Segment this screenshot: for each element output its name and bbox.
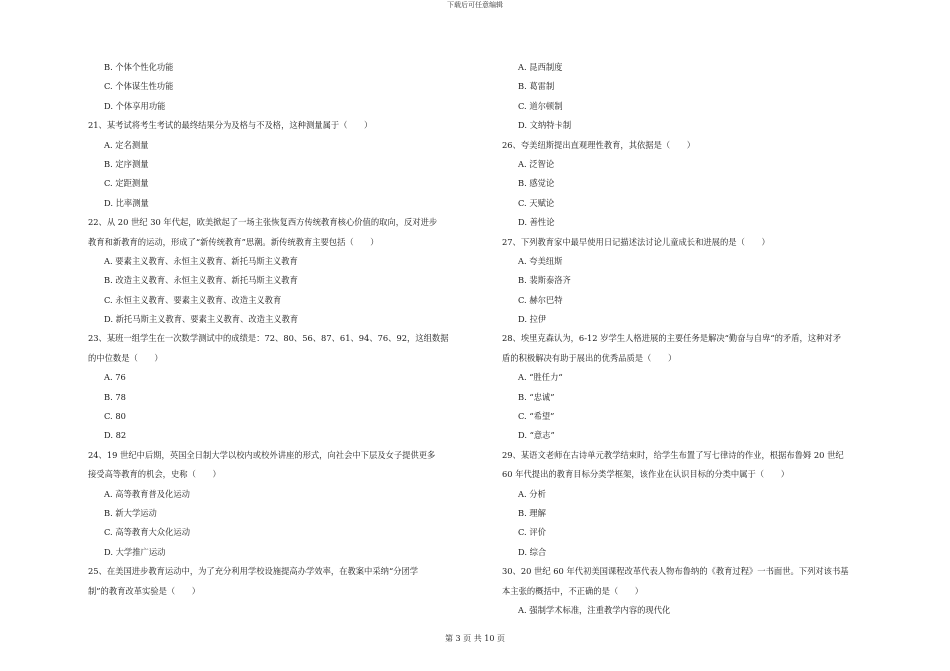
answer-option: C. 赫尔巴特 <box>518 294 563 305</box>
answer-option: C. 80 <box>104 411 126 422</box>
answer-option: A. 夸美纽斯 <box>518 255 563 266</box>
answer-option: B. 新大学运动 <box>104 507 157 518</box>
answer-option: C. 道尔顿制 <box>518 100 563 111</box>
answer-option: B. 感觉论 <box>518 178 555 189</box>
question-text: 教育和新教育的运动，形成了“新传统教育”思潮。新传统教育主要包括（ ） <box>88 236 379 247</box>
question-text: 27、下列教育家中最早使用日记描述法讨论儿童成长和进展的是（ ） <box>502 236 770 247</box>
question-text: 25、在美国进步教育运动中，为了充分利用学校设施提高办学效率，在教案中采纳“分团学 <box>88 566 419 577</box>
answer-option: B. 个体个性化功能 <box>104 62 174 72</box>
answer-option: B. 改造主义教育、永恒主义教育、新托马斯主义教育 <box>104 275 298 286</box>
page-footer: 第 3 页 共 10 页 <box>445 634 505 643</box>
answer-option: D. 拉伊 <box>518 314 547 325</box>
question-text: 26、夸美纽斯提出直观理性教育，其依据是（ ） <box>502 139 696 150</box>
answer-option: B. 理解 <box>518 507 546 518</box>
answer-option: B. 定序测量 <box>104 158 149 169</box>
answer-option: D. 个体享用功能 <box>104 100 166 111</box>
answer-option: D. 82 <box>104 430 127 441</box>
page-header: 下载后可任意编辑 <box>447 1 503 9</box>
answer-option: C. “希望” <box>518 411 555 422</box>
answer-option: B. 裴斯泰洛齐 <box>518 275 571 286</box>
question-text: 24、19 世纪中后期，英国全日制大学以校内或校外讲座的形式，向社会中下层及女子提供更多 <box>88 449 436 460</box>
answer-option: A. 昆西制度 <box>518 62 563 72</box>
question-text: 本主张的概括中，不正确的是（ ） <box>502 585 644 596</box>
question-text: 23、某班一组学生在一次数学测试中的成绩是：72、80、56、87、61、94、76、92，这组数据 <box>88 333 449 344</box>
answer-option: A. 定名测量 <box>104 139 149 150</box>
question-text: 21、某考试将考生考试的最终结果分为及格与不及格，这种测量属于（ ） <box>88 120 373 131</box>
answer-option: A. 要素主义教育、永恒主义教育、新托马斯主义教育 <box>104 255 298 266</box>
answer-option: B. “忠诚” <box>518 391 555 402</box>
question-text: 盾的积极解决有助于展出的优秀品质是（ ） <box>502 352 677 363</box>
question-text: 60 年代提出的教育目标分类学框架，该作业在认识目标的分类中属于（ ） <box>502 469 789 480</box>
answer-option: D. 比率测量 <box>104 197 149 208</box>
answer-option: D. 善性论 <box>518 217 555 228</box>
right-column <box>502 58 882 620</box>
answer-option: B. 78 <box>104 391 126 402</box>
answer-option: C. 天赋论 <box>518 197 555 208</box>
question-text: 28、埃里克森认为，6-12 岁学生人格进展的主要任务是解决“勤奋与自卑“的矛盾，这种对矛 <box>502 333 842 344</box>
question-text: 的中位数是（ ） <box>88 352 163 363</box>
left-column <box>88 58 496 601</box>
question-text: 30、20 世纪 60 年代初美国课程改革代表人物布鲁纳的《教育过程》一书面世。下列对该书基 <box>502 566 849 577</box>
answer-option: C. 永恒主义教育、要素主义教育、改造主义教育 <box>104 294 282 305</box>
answer-option: A. “胜任力“ <box>518 372 563 383</box>
question-text: 制”的教育改革实验是（ ） <box>88 585 201 596</box>
answer-option: D. 大学推广运动 <box>104 546 166 557</box>
answer-option: A. 强制学术标准，注重教学内容的现代化 <box>518 604 671 615</box>
answer-option: A. 泛智论 <box>518 158 555 169</box>
answer-option: D. 文纳特卡制 <box>518 120 572 131</box>
answer-option: A. 分析 <box>518 488 546 499</box>
answer-option: C. 高等教育大众化运动 <box>104 527 190 538</box>
question-text: 22、从 20 世纪 30 年代起，欧美掀起了一场主张恢复西方传统教育核心价值的取向，反对进步 <box>88 217 438 228</box>
answer-option: C. 定距测量 <box>104 178 149 189</box>
answer-option: D. 综合 <box>518 546 547 557</box>
answer-option: B. 葛雷制 <box>518 81 555 92</box>
answer-option: D. “意志” <box>518 430 555 441</box>
question-text: 29、某语文老师在古诗单元教学结束时，给学生布置了写七律诗的作业，根据布鲁姆 20 世纪 <box>502 449 844 460</box>
answer-option: A. 76 <box>104 372 126 383</box>
answer-option: D. 新托马斯主义教育、要素主义教育、改造主义教育 <box>104 314 299 325</box>
answer-option: C. 评价 <box>518 527 546 538</box>
question-text: 接受高等教育的机会，史称（ ） <box>88 469 221 480</box>
answer-option: A. 高等教育普及化运动 <box>104 488 190 499</box>
answer-option: C. 个体谋生性功能 <box>104 81 174 92</box>
